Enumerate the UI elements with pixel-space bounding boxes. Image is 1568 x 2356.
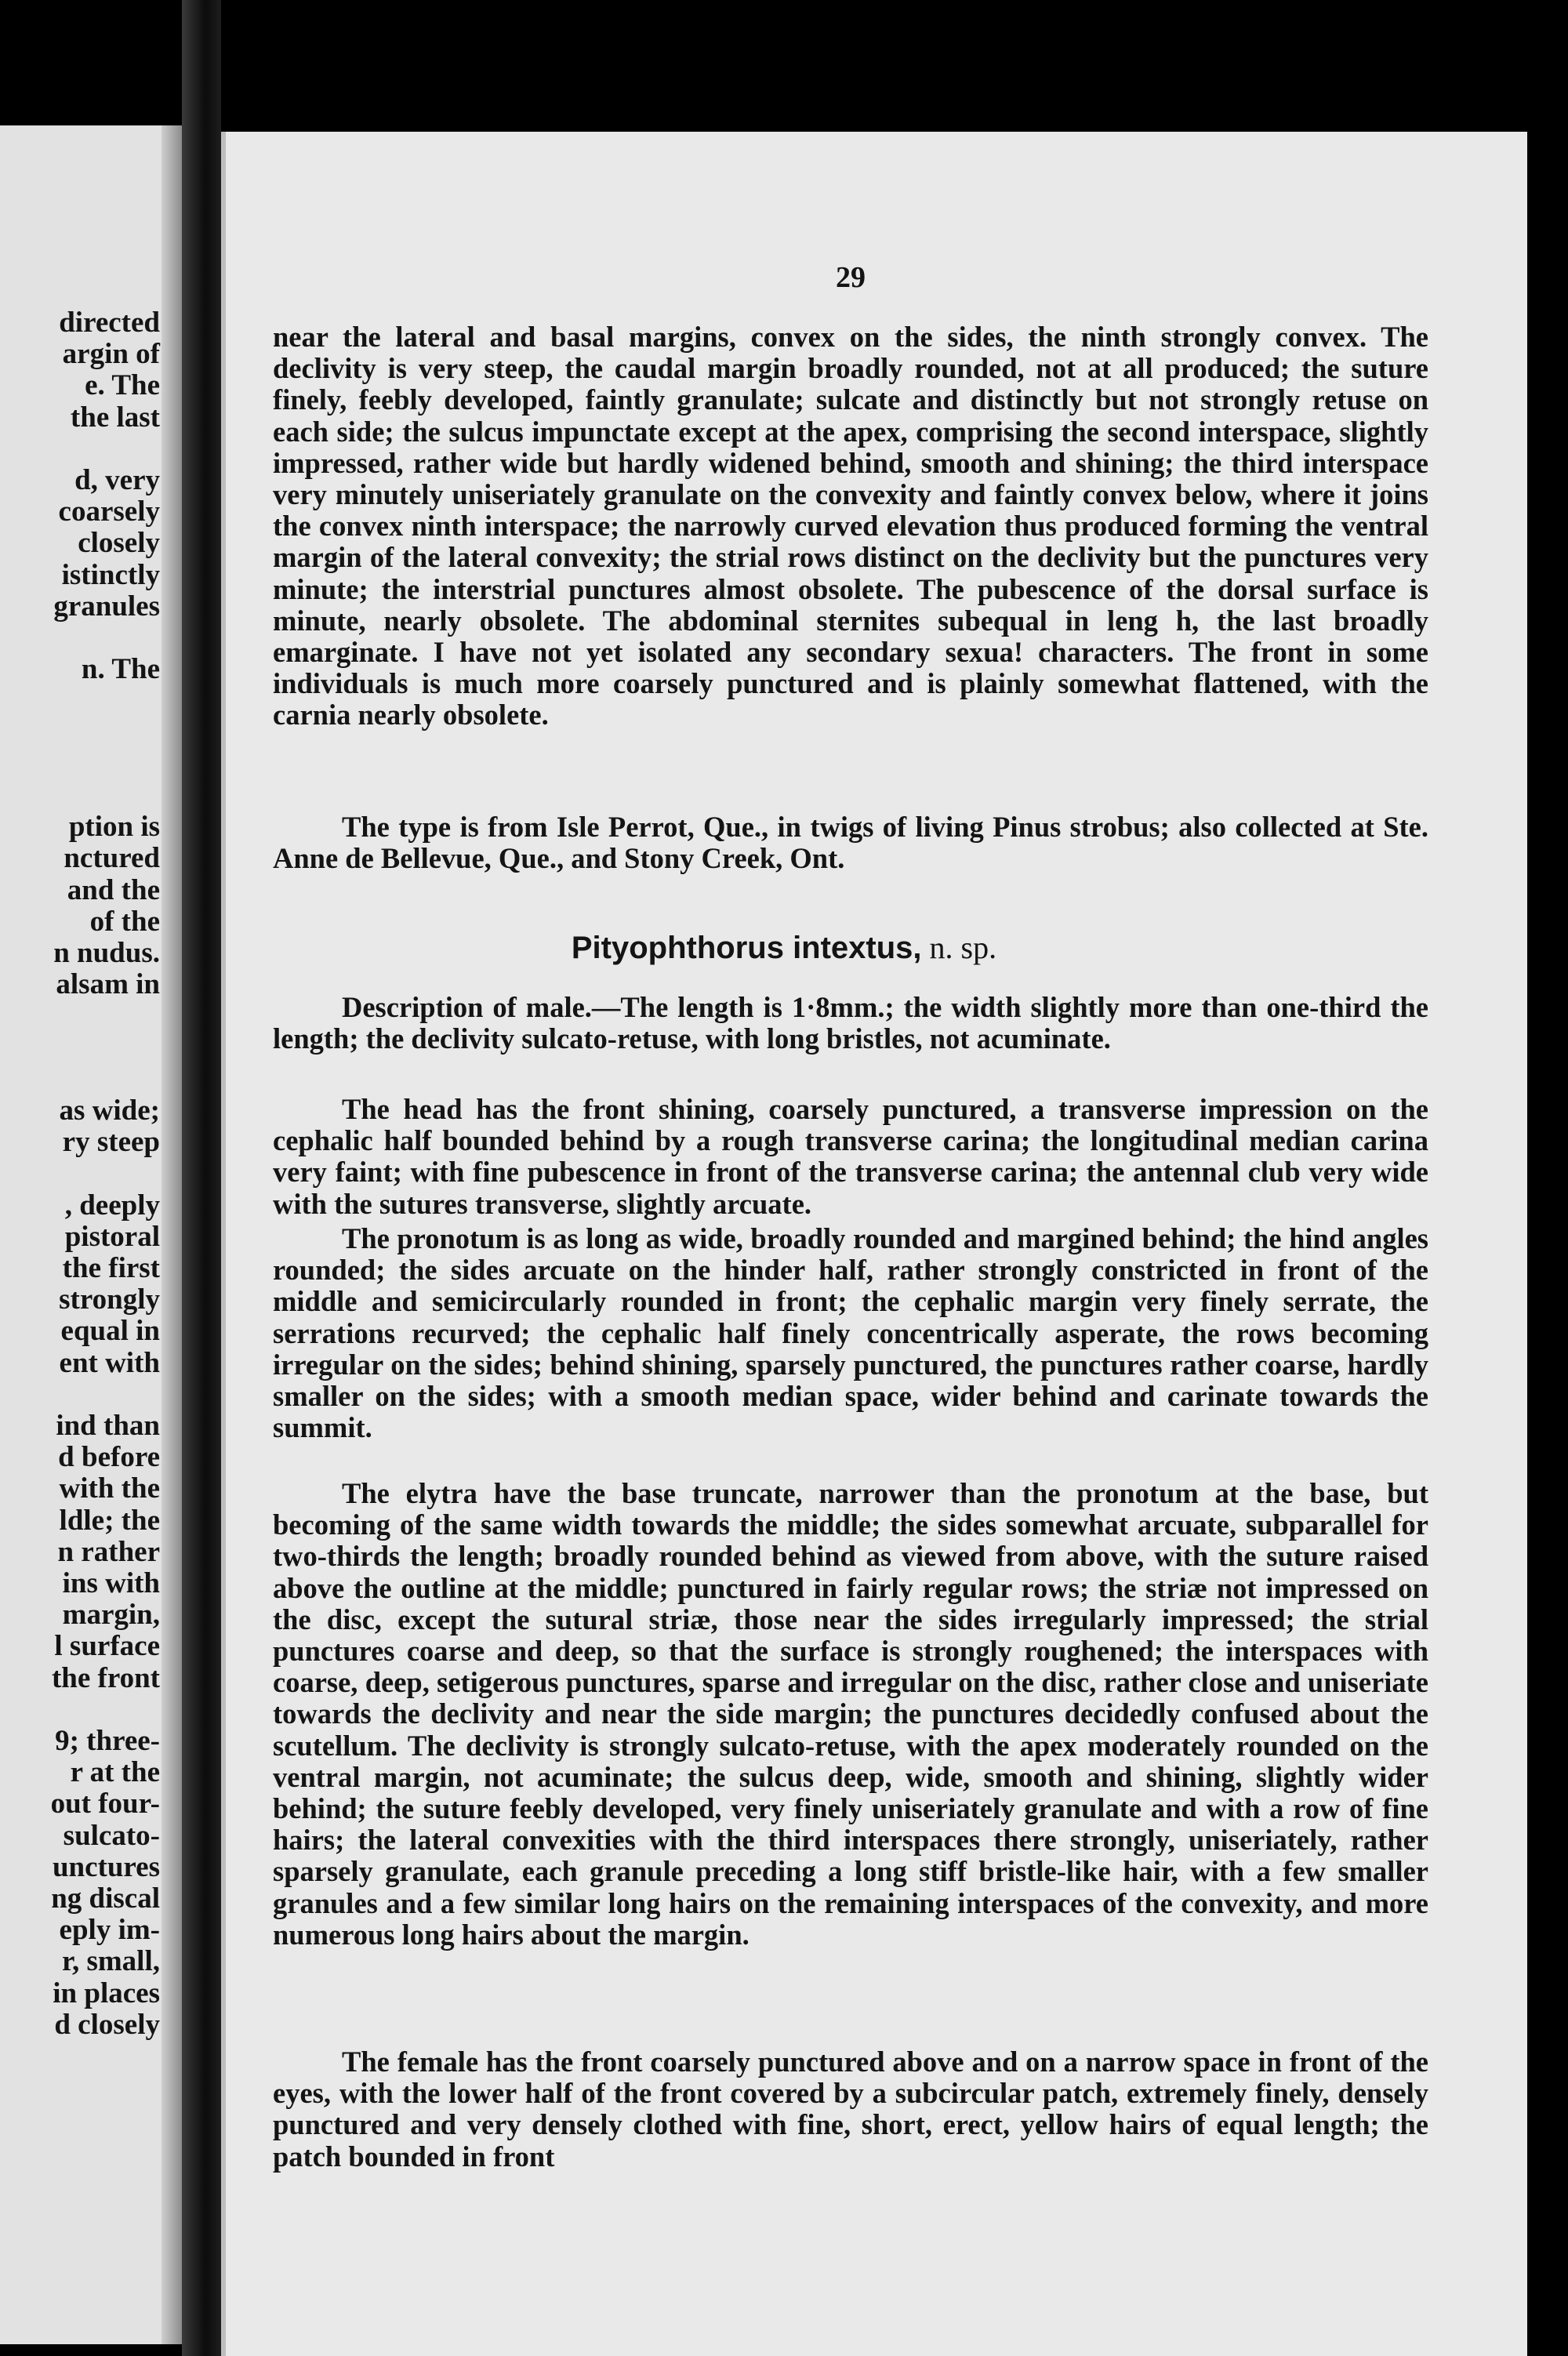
- left-page-line: in places: [53, 1977, 160, 2009]
- species-heading: [0, 929, 1568, 966]
- left-page-line: e. The: [85, 369, 160, 402]
- left-page-line: strongly: [59, 1283, 160, 1316]
- left-page-line: and the: [67, 873, 160, 906]
- left-page-line: pistoral: [64, 1220, 160, 1253]
- left-page-line: directed: [59, 307, 160, 339]
- left-page-line: the first: [62, 1252, 160, 1284]
- left-page-line: 9; three-: [55, 1725, 160, 1757]
- left-page-fragment: [0, 125, 182, 2344]
- page-number: 29: [836, 261, 866, 294]
- paragraph-description-male: Description of male.—The length is 1·8mm.; the width slightly more than one-third the length; the declivity sulcato-retuse, with long bristles, not acuminate.: [273, 991, 1428, 1055]
- left-page-line: ng discal: [51, 1882, 160, 1915]
- left-page-line: ption is: [68, 811, 160, 844]
- left-page-line: the last: [70, 401, 160, 434]
- left-page-line: eply im-: [59, 1914, 160, 1947]
- left-page-line: ry steep: [62, 1126, 160, 1159]
- left-page-line: d, very: [74, 464, 160, 496]
- left-page-line: nctured: [64, 842, 160, 875]
- left-page-line: the front: [51, 1661, 160, 1694]
- paragraph-elytra: The elytra have the base truncate, narrower than the pronotum at the base, but becoming of the same width towards the middle; the sides somewhat arcuate, subparallel for two-thirds the length; broadly rounded behind as viewed from above, with the suture raised above the outline at the middle; punctured in fairly regular rows; the striæ not impressed on the disc, except the sutural striæ, those near the sides irregularly impressed; the strial punctures coarse and deep, so that the surface is strongly roughened; the interspaces with coarse, deep, setigerous punctures, sparse and irregular on the disc, rather close and uniseriate towards the declivity and near the side margin; the punctures decidedly confused about the scutellum. The declivity is strongly sulcato-retuse, with the apex moderately rounded on the ventral margin, not acuminate; the sulcus deep, wide, smooth and shining, slightly wider behind; the suture feebly developed, very finely uniseriately granulate and with a row of fine hairs; the lateral convexities with the third interspaces there strongly, uniseriately, rather sparsely granulate, each granule preceding a long stiff bristle-like hair, with a few smaller granules and a few similar long hairs on the remaining interspaces of the convexity, and more numerous long hairs about the margin.: [273, 1477, 1428, 1951]
- left-page-line: sulcato-: [63, 1819, 160, 1852]
- left-page-line: granules: [53, 590, 160, 623]
- left-page-line: argin of: [62, 338, 160, 371]
- left-page-line: n rather: [57, 1535, 160, 1568]
- left-page-line: ind than: [56, 1410, 160, 1442]
- left-page-line: d before: [58, 1441, 160, 1474]
- left-page-line: r at the: [70, 1756, 160, 1789]
- left-page-line: n nudus.: [53, 937, 160, 969]
- paragraph-female: The female has the front coarsely punctured above and on a narrow space in front of the eyes, with the lower half of the front covered by a subcircular patch, extremely finely, densely punctured and very densely clothed with fine, short, erect, yellow hairs of equal length; the patch bounded in front: [273, 2046, 1428, 2173]
- paragraph-continuation: near the lateral and basal margins, convex on the sides, the ninth strongly convex. The declivity is very steep, the caudal margin broadly rounded, not at all produced; the suture finely, feebly developed, faintly granulate; sulcate and distinctly but not strongly retuse on each side; the sulcus impunctate except at the apex, comprising the second interspace, slightly impressed, rather wide but hardly widened behind, smooth and shining; the third interspace very minutely uniseriately granulate on the convexity and faintly convex below, where it joins the convex ninth interspace; the narrowly curved elevation thus produced forming the ventral margin of the lateral convexity; the strial rows distinct on the declivity but the punctures very minute; the interstrial punctures almost obsolete. The pubescence of the dorsal surface is minute, nearly obsolete. The abdominal sternites subequal in leng h, the last broadly emarginate. I have not yet isolated any secondary sexua! characters. The front in some individuals is much more coarsely punctured and is plainly somewhat flattened, with the carnia nearly obsolete.: [273, 321, 1428, 731]
- book-gutter: [182, 0, 221, 2356]
- left-page-line: as wide;: [59, 1095, 160, 1127]
- left-page-line: istinctly: [61, 558, 160, 591]
- left-page-line: l surface: [54, 1630, 160, 1663]
- left-page-line: n. The: [81, 653, 160, 686]
- left-page-line: out four-: [50, 1788, 160, 1821]
- left-page-line: of the: [89, 905, 160, 938]
- left-page-line: r, small,: [61, 1945, 160, 1978]
- left-page-line: , deeply: [64, 1189, 160, 1222]
- left-page-line: equal in: [60, 1315, 160, 1348]
- left-page-line: ins with: [62, 1567, 160, 1599]
- left-page-line: closely: [78, 527, 160, 560]
- left-page-line: coarsely: [58, 496, 160, 528]
- paragraph-head: The head has the front shining, coarsely punctured, a transverse impression on the cephalic half bounded behind by a rough transverse carina; the longitudinal median carina very faint; with fine pubescence in front of the transverse carina; the antennal club very wide with the sutures transverse, slightly arcuate.: [273, 1093, 1428, 1220]
- species-name: Pityophthorus intextus,: [571, 931, 922, 965]
- left-page-line: margin,: [62, 1599, 160, 1632]
- left-page-line: with the: [59, 1472, 160, 1505]
- paragraph-pronotum: The pronotum is as long as wide, broadly rounded and margined behind; the hind angles rounded; the sides arcuate on the hinder half, rather strongly constricted in front of the middle and semicircularly rounded in front; the cephalic margin very finely serrate, the serrations recurved; the cephalic half finely concentrically asperate, the rows becoming irregular on the sides; behind shining, sparsely punctured, the punctures rather coarse, hardly smaller on the sides; with a smooth median space, wider behind and carinate towards the summit.: [273, 1222, 1428, 1444]
- left-page-line: alsam in: [56, 968, 160, 1001]
- left-page-edge-shadow: [162, 125, 182, 2344]
- left-page-line: unctures: [52, 1850, 160, 1883]
- paragraph-type-locality: The type is from Isle Perrot, Que., in twigs of living Pinus strobus; also collected at Ste. Anne de Bellevue, Que., and Stony Creek, Ont.: [273, 811, 1428, 875]
- left-page-line: d closely: [54, 2008, 160, 2041]
- species-suffix: n. sp.: [929, 930, 997, 965]
- left-page-line: ldle; the: [59, 1504, 160, 1537]
- left-page-line: ent with: [59, 1346, 160, 1379]
